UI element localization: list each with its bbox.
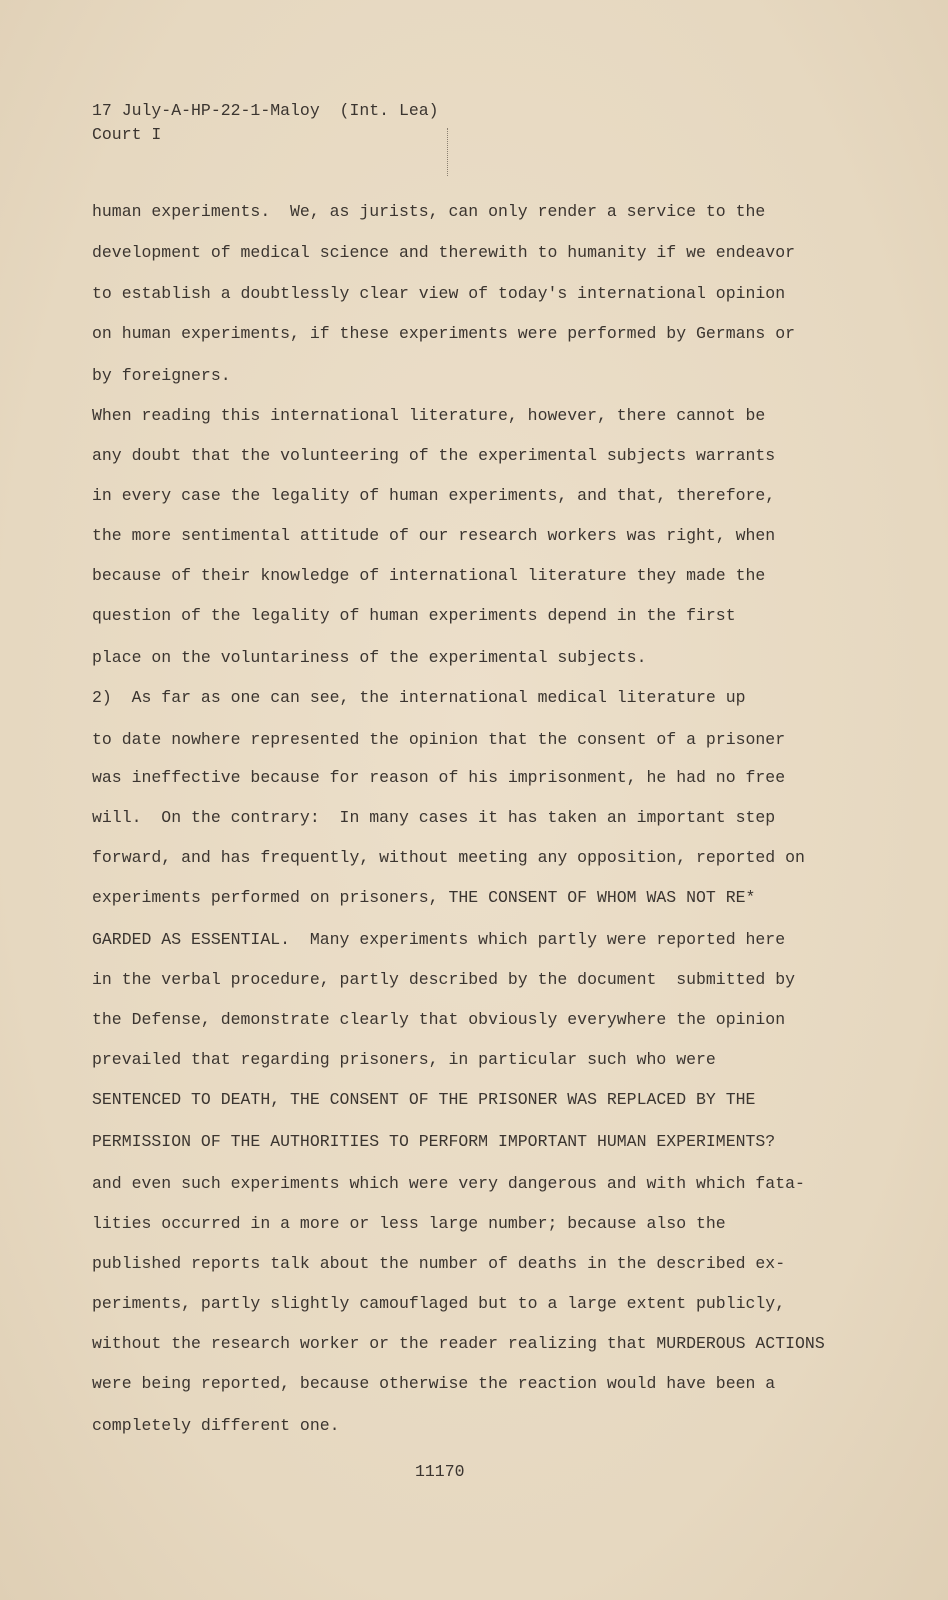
body-line: When reading this international literature, however, there cannot be [92, 406, 766, 425]
header-line-1: 17 July-A-HP-22-1-Maloy (Int. Lea) [92, 101, 439, 120]
body-line: forward, and has frequently, without meeting any opposition, reported on [92, 848, 805, 867]
body-line: periments, partly slightly camouflaged but to a large extent publicly, [92, 1294, 786, 1313]
body-line: prevailed that regarding prisoners, in particular such who were [92, 1050, 716, 1069]
body-line: development of medical science and therewith to humanity if we endeavor [92, 243, 796, 262]
body-line: SENTENCED TO DEATH, THE CONSENT OF THE PRISONER WAS REPLACED BY THE [92, 1090, 756, 1109]
body-line: to date nowhere represented the opinion that the consent of a prisoner [92, 730, 786, 749]
body-line: PERMISSION OF THE AUTHORITIES TO PERFORM IMPORTANT HUMAN EXPERIMENTS? [92, 1132, 776, 1151]
body-line: without the research worker or the reader realizing that MURDEROUS ACTIONS [92, 1334, 825, 1353]
body-line: place on the voluntariness of the experimental subjects. [92, 648, 647, 667]
body-line: in the verbal procedure, partly described by the document submitted by [92, 970, 796, 989]
page-number: 11170 [415, 1462, 465, 1481]
body-line: were being reported, because otherwise the reaction would have been a [92, 1374, 776, 1393]
body-line: GARDED AS ESSENTIAL. Many experiments which partly were reported here [92, 930, 786, 949]
body-line: published reports talk about the number of deaths in the described ex- [92, 1254, 786, 1273]
body-line: on human experiments, if these experiments were performed by Germans or [92, 324, 796, 343]
body-line: completely different one. [92, 1416, 340, 1435]
body-line: question of the legality of human experiments depend in the first [92, 606, 736, 625]
header-line-2: Court I [92, 125, 162, 144]
body-line: experiments performed on prisoners, THE CONSENT OF WHOM WAS NOT RE* [92, 888, 756, 907]
body-line: because of their knowledge of international literature they made the [92, 566, 766, 585]
body-line: and even such experiments which were very dangerous and with which fata- [92, 1174, 805, 1193]
body-line: to establish a doubtlessly clear view of today's international opinion [92, 284, 786, 303]
body-line: the Defense, demonstrate clearly that obviously everywhere the opinion [92, 1010, 786, 1029]
body-line: human experiments. We, as jurists, can only render a service to the [92, 202, 766, 221]
body-line: will. On the contrary: In many cases it has taken an important step [92, 808, 776, 827]
margin-mark [447, 128, 449, 176]
body-line: by foreigners. [92, 366, 231, 385]
body-line: any doubt that the volunteering of the experimental subjects warrants [92, 446, 776, 465]
body-line: lities occurred in a more or less large number; because also the [92, 1214, 726, 1233]
body-line: in every case the legality of human experiments, and that, therefore, [92, 486, 776, 505]
body-line: was ineffective because for reason of his imprisonment, he had no free [92, 768, 786, 787]
body-line: 2) As far as one can see, the international medical literature up [92, 688, 746, 707]
body-line: the more sentimental attitude of our research workers was right, when [92, 526, 776, 545]
